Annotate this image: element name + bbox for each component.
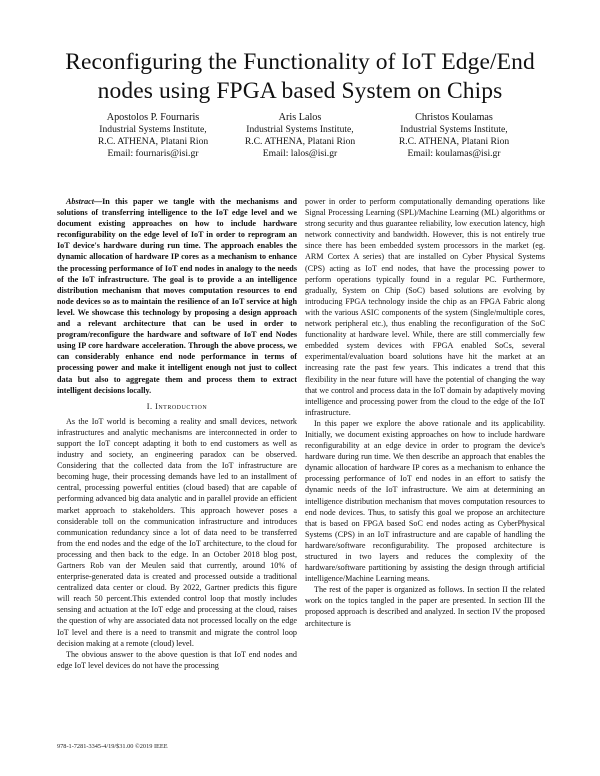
- author-address: R.C. ATHENA, Platani Rion: [244, 136, 356, 147]
- paragraph: As the IoT world is becoming a reality and small devices, network infrastructures and analytic mechanisms are interconnected in order to support the IoT concept adapting it both to end customers as well as industry and society, an engineering paradox can be observed. Considering that the collected data from the IoT infrastructure are becoming huge, their processing demands have led to an installment of central, processing powerful entities (cloud based) that are capable of performing advanced big data analytic and in parallel provide an efficient market approach to stakeholders. This approach however poses a considerable toll on the communication infrastructure and introduces communication redundancy since a lot of data need to be transferred from the end nodes and the edge of the IoT architecture, to the cloud for processing and then back to the edge. In an October 2018 blog post, Gartners Rob van der Meulen said that currently, around 10% of enterprise-generated data is created and processed outside a traditional centralized data center or cloud. By 2022, Gartner predicts this figure will reach 50 percent.This extended control loop that mostly includes sensing and actuation at the IoT edge and processing at the cloud, raises the question of why are associated data not processed locally on the edge IoT level and there is a need to transmit and migrate the control loop decision making at a remote (cloud) level.: [57, 416, 297, 648]
- section-title: Introduction: [155, 401, 208, 411]
- author-address: R.C. ATHENA, Platani Rion: [97, 136, 209, 147]
- abstract-text: —In this paper we tangle with the mechanisms and solutions of transferring intelligence to the IoT edge level and we document existing approaches on how to include hardware reconfigurability on the edge level of IoT in order to reprogram an IoT device's hardware during run time. The approach enables the dynamic allocation of hardware IP cores as a mechanism to enhance the processing performance of IoT end nodes in analogy to the needs of the IoT infrastructure. The goal is to provide a an intelligence distribution mechanism that moves computation resources to end node devices so as to maintain the resilience of an IoT service at high level. We showcase this technology by proposing a design approach and a relevant architecture that can be used in order to program/reconfigure the hardware and software of IoT end Nodes using IP core hardware acceleration. Through the above process, we can considerably enhance end node performance in terms of processing power and make it intelligent enough not just to collect data but also to aggregate them and process them to extract intelligent decisions locally.: [57, 197, 297, 395]
- author-email: Email: fournaris@isi.gr: [107, 148, 199, 159]
- author-address: R.C. ATHENA, Platani Rion: [398, 136, 510, 147]
- paragraph: power in order to perform computationally demanding operations like Signal Processing Learning (SPL)/Machine Learning (ML) algorithms or strong security and thus guarantee reliability, low execution latency, high network connectivity and bandwidth. However, this is not entirely true since there has been embedded system processors in the market (eg. ARM Cortex A series) that are installed on Cyber Physical Systems (CPS) acting as IoT end nodes, that have the processing power to perform operations typically found in a regular PC. Furthermore, gradually, System on Chip (SoC) based solutions are evolving by introducing FPGA technology inside the chip as an FPGA Fabric along with the various ASIC components of the system (Single/multiple cores, network peripheral etc.), thus enabling the reconfiguration of the SoC functionality at hardware level. While, there are still commercially few embedded system devices with FPGA enabled SoCs, several experimental/evaluation board solutions have hit the market at an increasing rate the past few years. This indicates a trend that this flexibility in the near future will have the potential of changing the way that we control and process data in the IoT domain by adaptively moving intelligence and processing power from the cloud to the edge of the IoT infrastructure.: [305, 197, 545, 417]
- author-name: Christos Koulamas: [415, 112, 493, 123]
- author-1: [68, 112, 238, 160]
- author-email: Email: lalos@isi.gr: [262, 148, 338, 159]
- author-affiliation: Industrial Systems Institute,: [99, 124, 207, 135]
- title-line-2: nodes using FPGA based System on Chips: [97, 78, 503, 104]
- paragraph: The rest of the paper is organized as follows. In section II the related work on the topics tangled in the paper are presented. In section III the proposed approach is described and analyzed. In section IV the proposed architecture is: [305, 585, 545, 628]
- paper-title: [40, 48, 560, 106]
- paragraph: The obvious answer to the above question is that IoT end nodes and edge IoT level devices do not have the processing: [57, 649, 297, 670]
- author-name: Aris Lalos: [278, 112, 322, 123]
- author-affiliation: Industrial Systems Institute,: [246, 124, 354, 135]
- paragraph: In this paper we explore the above rationale and its applicability. Initially, we document existing approaches on how to include hardware reconfigurability at an edge device in order to program the device's hardware during run time. We then describe an approach that enables the dynamic allocation of hardware IP cores as a mechanism to enhance the processing performance of IoT end nodes in an effort to satisfy the dynamic needs of the IoT infrastructure. We aim at determining an intelligence distribution mechanism that moves computation resources to end node devices. Thus, to satisfy this goal we propose an architecture that is based on FPGA based SoC end nodes acting as CyberPhysical Systems (CPS) in an IoT infrastructure and are capable of handling the hardware/software reconfigurability. The proposed architecture is structured in two layers and reduces the complexity of the hardware/software partitioning by assisting the design through artificial intelligence/Machine Learning means.: [305, 418, 545, 584]
- left-column: [57, 196, 297, 671]
- title-line-1: Reconfiguring the Functionality of IoT Edge/End: [65, 49, 535, 75]
- author-email: Email: koulamas@isi.gr: [407, 148, 501, 159]
- abstract: [57, 196, 297, 396]
- author-affiliation: Industrial Systems Institute,: [400, 124, 508, 135]
- section-number: I.: [146, 401, 153, 411]
- abstract-lead: Abstract: [66, 197, 94, 206]
- author-3: [369, 112, 539, 160]
- author-2: [215, 112, 385, 160]
- right-column: [305, 196, 545, 629]
- copyright-footer: 978-1-7281-3345-4/19/$31.00 ©2019 IEEE: [57, 743, 168, 750]
- author-name: Apostolos P. Fournaris: [106, 112, 200, 123]
- section-heading: [57, 401, 297, 412]
